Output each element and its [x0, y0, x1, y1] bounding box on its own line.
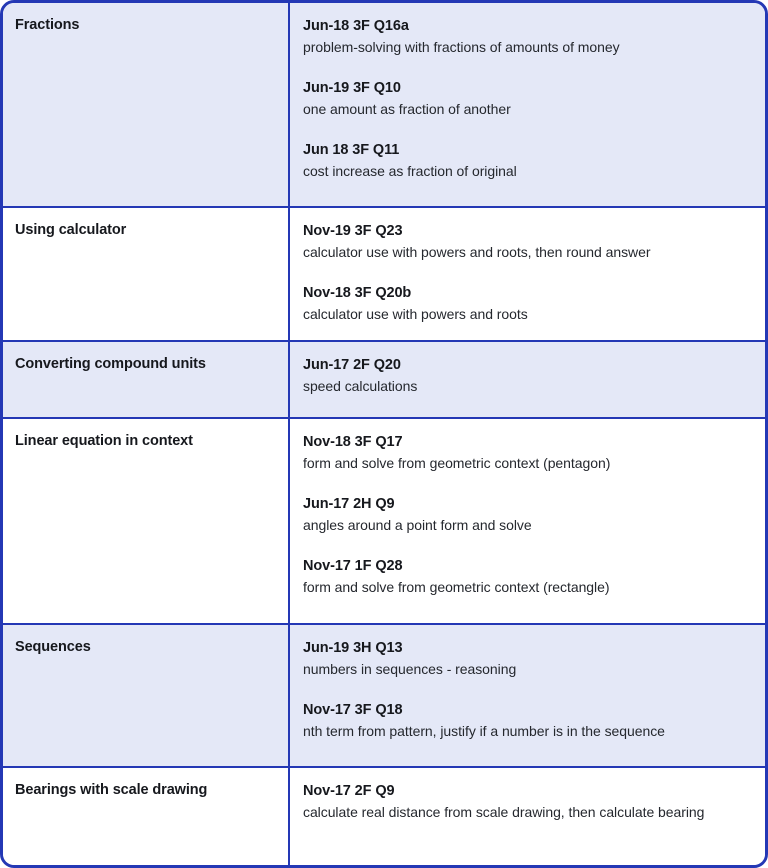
topic-cell	[3, 768, 290, 865]
table-row	[3, 768, 765, 865]
topic-cell	[3, 419, 290, 623]
question-reference: Jun-17 2F Q20	[303, 357, 401, 373]
question-reference: Jun-18 3F Q16a	[303, 18, 409, 34]
table-row	[3, 208, 765, 342]
question-item	[303, 556, 749, 598]
question-reference: Nov-17 3F Q18	[303, 702, 403, 719]
question-item	[303, 494, 749, 536]
question-description: form and solve from geometric context (rectangle)	[303, 579, 610, 596]
table-row	[3, 419, 765, 625]
question-reference: Nov-18 3F Q17	[303, 434, 403, 450]
question-reference: Nov-17 1F Q28	[303, 558, 403, 575]
question-reference: Nov-17 2F Q9	[303, 783, 395, 799]
question-reference: Jun-19 3H Q13	[303, 640, 403, 656]
question-item	[303, 355, 749, 397]
topic-cell	[3, 208, 290, 340]
question-item	[303, 221, 749, 263]
topic-title: Fractions	[15, 17, 80, 33]
questions-cell	[290, 768, 765, 865]
question-item	[303, 140, 749, 182]
question-description: calculate real distance from scale drawing, then calculate bearing	[303, 804, 705, 821]
table-row	[3, 625, 765, 768]
table-row	[3, 3, 765, 208]
question-description: problem-solving with fractions of amounts of money	[303, 39, 620, 56]
question-item	[303, 432, 749, 474]
question-item	[303, 283, 749, 325]
topic-cell	[3, 3, 290, 206]
topic-cell	[3, 625, 290, 766]
topic-cell	[3, 342, 290, 417]
topic-title: Converting compound units	[15, 356, 206, 372]
question-item	[303, 700, 749, 742]
question-description: one amount as fraction of another	[303, 101, 511, 118]
question-item	[303, 638, 749, 680]
question-reference: Nov-19 3F Q23	[303, 223, 403, 239]
question-description: form and solve from geometric context (pentagon)	[303, 455, 611, 472]
questions-cell	[290, 625, 765, 766]
question-description: calculator use with powers and roots, then round answer	[303, 244, 651, 261]
topic-title: Linear equation in context	[15, 433, 193, 449]
question-item	[303, 16, 749, 58]
table-row	[3, 342, 765, 419]
question-reference: Nov-18 3F Q20b	[303, 285, 412, 302]
question-description: calculator use with powers and roots	[303, 306, 528, 323]
question-description: angles around a point form and solve	[303, 517, 532, 534]
question-reference: Jun-17 2H Q9	[303, 496, 395, 513]
question-item	[303, 781, 749, 823]
question-reference: Jun-19 3F Q10	[303, 80, 401, 97]
questions-cell	[290, 342, 765, 417]
question-item	[303, 78, 749, 120]
topic-title: Sequences	[15, 639, 91, 655]
question-description: nth term from pattern, justify if a number is in the sequence	[303, 723, 665, 740]
question-description: speed calculations	[303, 378, 418, 395]
question-reference: Jun 18 3F Q11	[303, 142, 400, 159]
topic-title: Bearings with scale drawing	[15, 782, 208, 798]
questions-cell	[290, 419, 765, 623]
question-description: numbers in sequences - reasoning	[303, 661, 517, 678]
questions-cell	[290, 208, 765, 340]
question-description: cost increase as fraction of original	[303, 163, 517, 180]
topic-title: Using calculator	[15, 222, 127, 238]
questions-cell	[290, 3, 765, 206]
